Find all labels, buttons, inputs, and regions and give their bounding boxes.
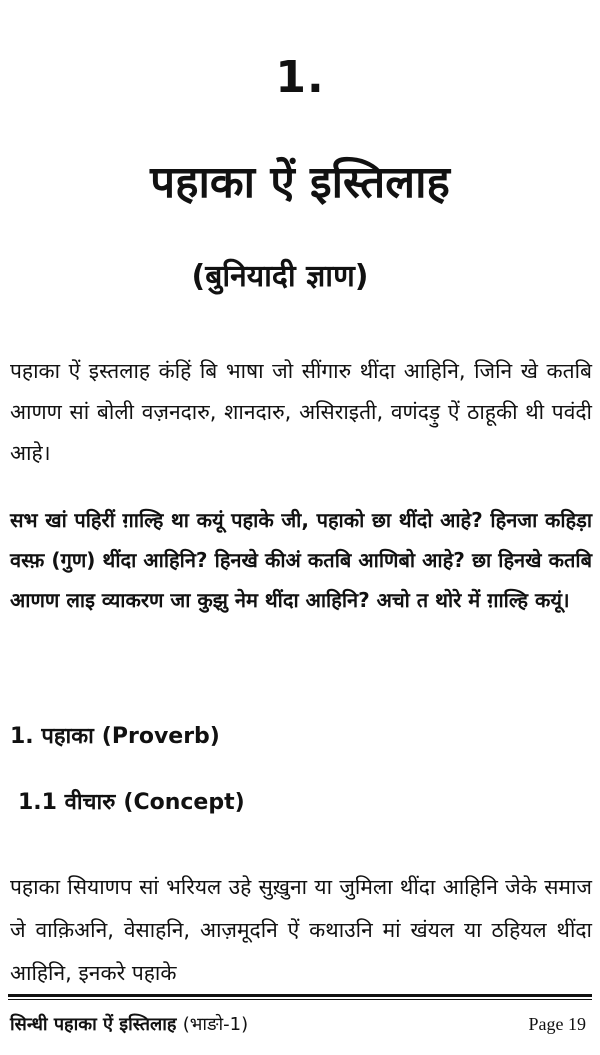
footer-book-title bbox=[10, 1012, 248, 1036]
footer-divider bbox=[8, 994, 592, 997]
chapter-title: पहाका ऐं इस्तिलाह bbox=[150, 157, 450, 208]
section-heading-proverb-text: 1. पहाका bbox=[10, 724, 94, 749]
footer-divider-thin bbox=[8, 999, 592, 1000]
footer-title-text: सिन्धी पहाका ऐं इस्तिलाह bbox=[10, 1014, 177, 1035]
concept-paragraph: पहाका सियाणप सां भरियल उहे सुख़ुना या जुमिला थींदा आहिनि जेके समाज जे वाक़िअनि, वेसाहनि, आज़मूदनि ऐं कथाउनि मां खंयल या ठहियल थींदा आहिनि, इनकरे पहाके bbox=[10, 875, 592, 985]
questions-paragraph: सभ खां पहिरीं ग़ाल्हि था कयूं पहाके जी, पहाको छा थींदो आहे? हिनजा कहिड़ा वस्फ़ (गुण) थींदा आहिनि? हिनखे कीअं कतबि आणिबो आहे? छा हिनखे कतबि आणण लाइ व्याकरण जा कुझु नेम थींदा आहिनि? अचो त थोरे में ग़ाल्हि कयूं। bbox=[10, 508, 592, 612]
chapter-number: 1. bbox=[275, 52, 325, 103]
intro-paragraph: पहाका ऐं इस्तलाह कंहिं बि भाषा जो सींगारु थींदा आहिनि, जिनि खे कतबि आणण सां बोली वज़नदारु, शानदारु, असिराइती, वणंदड़ु ऐं ठाहूकी थी पवंदी आहे। bbox=[10, 359, 592, 465]
section-heading-proverb-english: (Proverb) bbox=[101, 724, 220, 749]
section-heading-concept-text: 1.1 वीचारु bbox=[18, 790, 116, 815]
section-heading-proverb bbox=[10, 720, 220, 750]
page-number: Page 19 bbox=[528, 1014, 586, 1034]
section-heading-concept bbox=[18, 786, 245, 816]
footer-part-text: (भाङो-1) bbox=[182, 1014, 249, 1035]
section-heading-concept-english: (Concept) bbox=[123, 790, 245, 815]
chapter-subtitle: (बुनियादी ज्ञाण) bbox=[191, 259, 369, 294]
